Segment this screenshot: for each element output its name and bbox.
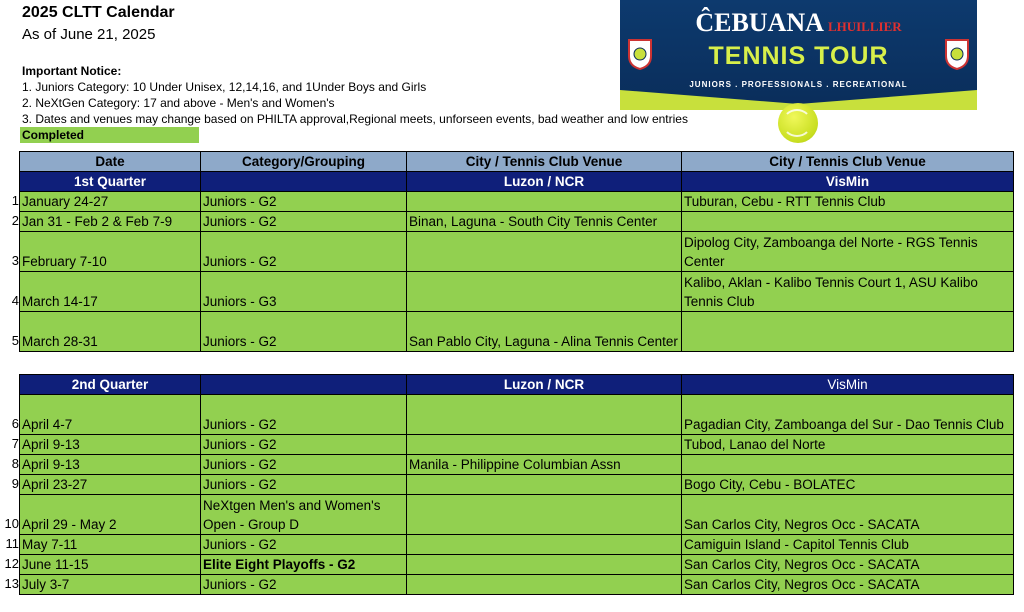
event-category: Juniors - G2	[201, 455, 407, 475]
region-luzon: Luzon / NCR	[407, 172, 682, 192]
venue-vismin: San Carlos City, Negros Occ - SACATA	[682, 495, 1014, 535]
event-category: Juniors - G2	[201, 475, 407, 495]
q1-table	[19, 151, 1014, 352]
event-category: Elite Eight Playoffs - G2	[201, 555, 407, 575]
row-number: 2	[11, 212, 19, 228]
row-number: 13	[4, 575, 19, 591]
venue-luzon: Binan, Laguna - South City Tennis Center	[407, 212, 682, 232]
table-row	[20, 212, 1014, 232]
venue-luzon	[407, 272, 682, 312]
venue-vismin: San Carlos City, Negros Occ - SACATA	[682, 575, 1014, 595]
row-number: 11	[5, 535, 19, 551]
table-row	[20, 395, 1014, 435]
event-date: January 24-27	[20, 192, 201, 212]
region-vismin: VisMin	[682, 375, 1014, 395]
row-number: 4	[11, 292, 19, 308]
quarter-header-row	[20, 375, 1014, 395]
shield-icon	[944, 38, 970, 70]
row-number: 1	[11, 192, 19, 208]
event-date: March 14-17	[20, 272, 201, 312]
venue-vismin: San Carlos City, Negros Occ - SACATA	[682, 555, 1014, 575]
venue-luzon	[407, 475, 682, 495]
event-date: July 3-7	[20, 575, 201, 595]
event-category: NeXtgen Men's and Women's Open - Group D	[201, 495, 407, 535]
venue-vismin: Pagadian City, Zamboanga del Sur - Dao Tennis Club	[682, 395, 1014, 435]
venue-vismin: Bogo City, Cebu - BOLATEC	[682, 475, 1014, 495]
venue-luzon	[407, 535, 682, 555]
venue-luzon	[407, 555, 682, 575]
event-date: March 28-31	[20, 312, 201, 352]
notice-heading: Important Notice:	[22, 64, 122, 78]
completed-legend: Completed	[20, 127, 199, 143]
as-of-date: As of June 21, 2025	[22, 26, 156, 43]
table-row	[20, 192, 1014, 212]
important-notice	[22, 63, 688, 127]
event-category: Juniors - G2	[201, 435, 407, 455]
event-category: Juniors - G2	[201, 575, 407, 595]
event-date: Jan 31 - Feb 2 & Feb 7-9	[20, 212, 201, 232]
venue-luzon	[407, 395, 682, 435]
event-date: April 4-7	[20, 395, 201, 435]
row-number: 7	[11, 435, 19, 451]
venue-vismin: Dipolog City, Zamboanga del Norte - RGS Tennis Center	[682, 232, 1014, 272]
row-number: 5	[11, 332, 19, 348]
event-category: Juniors - G2	[201, 395, 407, 435]
row-number: 9	[11, 475, 19, 491]
venue-vismin	[682, 312, 1014, 352]
tour-title: TENNIS TOUR	[708, 42, 889, 70]
event-category: Juniors - G2	[201, 535, 407, 555]
venue-luzon	[407, 192, 682, 212]
row-number: 6	[11, 415, 19, 431]
table-row	[20, 555, 1014, 575]
table-row	[20, 475, 1014, 495]
venue-vismin	[682, 455, 1014, 475]
table-row	[20, 575, 1014, 595]
quarter-label: 2nd Quarter	[20, 375, 201, 395]
row-number: 12	[4, 555, 19, 571]
region-luzon: Luzon / NCR	[407, 375, 682, 395]
tennis-ball-icon	[778, 103, 818, 143]
table-row	[20, 535, 1014, 555]
table-row	[20, 495, 1014, 535]
event-date: May 7-11	[20, 535, 201, 555]
brand-sub: LHUILLIER	[827, 19, 902, 34]
notice-line-2: 2. NeXtGen Category: 17 and above - Men's and Women's	[22, 96, 335, 110]
event-category: Juniors - G2	[201, 212, 407, 232]
tennis-tour-banner	[620, 0, 977, 110]
table-row	[20, 455, 1014, 475]
venue-luzon	[407, 495, 682, 535]
row-number: 8	[11, 455, 19, 471]
event-category: Juniors - G2	[201, 192, 407, 212]
venue-vismin: Camiguin Island - Capitol Tennis Club	[682, 535, 1014, 555]
event-category: Juniors - G2	[201, 312, 407, 352]
venue-luzon	[407, 435, 682, 455]
venue-vismin: Tuburan, Cebu - RTT Tennis Club	[682, 192, 1014, 212]
venue-luzon	[407, 232, 682, 272]
row-number: 3	[11, 252, 19, 268]
venue-luzon: Manila - Philippine Columbian Assn	[407, 455, 682, 475]
brand-logo	[620, 8, 977, 38]
event-category: Juniors - G2	[201, 232, 407, 272]
event-category: Juniors - G3	[201, 272, 407, 312]
shield-icon	[627, 38, 653, 70]
venue-luzon: San Pablo City, Laguna - Alina Tennis Center	[407, 312, 682, 352]
event-date: April 23-27	[20, 475, 201, 495]
region-vismin: VisMin	[682, 172, 1014, 192]
column-header-row	[20, 152, 1014, 172]
venue-vismin: Kalibo, Aklan - Kalibo Tennis Court 1, ASU Kalibo Tennis Club	[682, 272, 1014, 312]
col-category: Category/Grouping	[201, 152, 407, 172]
venue-luzon	[407, 575, 682, 595]
event-date: April 29 - May 2	[20, 495, 201, 535]
quarter-header-row	[20, 172, 1014, 192]
tour-tagline: JUNIORS . PROFESSIONALS . RECREATIONAL	[689, 80, 908, 89]
table-row	[20, 232, 1014, 272]
notice-line-1: 1. Juniors Category: 10 Under Unisex, 12,14,16, and 1Under Boys and Girls	[22, 80, 427, 94]
table-row	[20, 272, 1014, 312]
brand-main: ĈEBUANA	[695, 8, 824, 37]
row-number: 10	[4, 515, 19, 531]
quarter-label: 1st Quarter	[20, 172, 201, 192]
event-date: February 7-10	[20, 232, 201, 272]
col-venue-luzon: City / Tennis Club Venue	[407, 152, 682, 172]
col-date: Date	[20, 152, 201, 172]
venue-vismin: Tubod, Lanao del Norte	[682, 435, 1014, 455]
venue-vismin	[682, 212, 1014, 232]
table-row	[20, 435, 1014, 455]
page-title: 2025 CLTT Calendar	[22, 4, 175, 21]
col-venue-vismin: City / Tennis Club Venue	[682, 152, 1014, 172]
table-row	[20, 312, 1014, 352]
event-date: April 9-13	[20, 455, 201, 475]
notice-line-3: 3. Dates and venues may change based on PHILTA approval,Regional meets, unforseen events, bad weather and low entries	[22, 112, 688, 126]
event-date: June 11-15	[20, 555, 201, 575]
q2-table	[19, 374, 1014, 595]
event-date: April 9-13	[20, 435, 201, 455]
